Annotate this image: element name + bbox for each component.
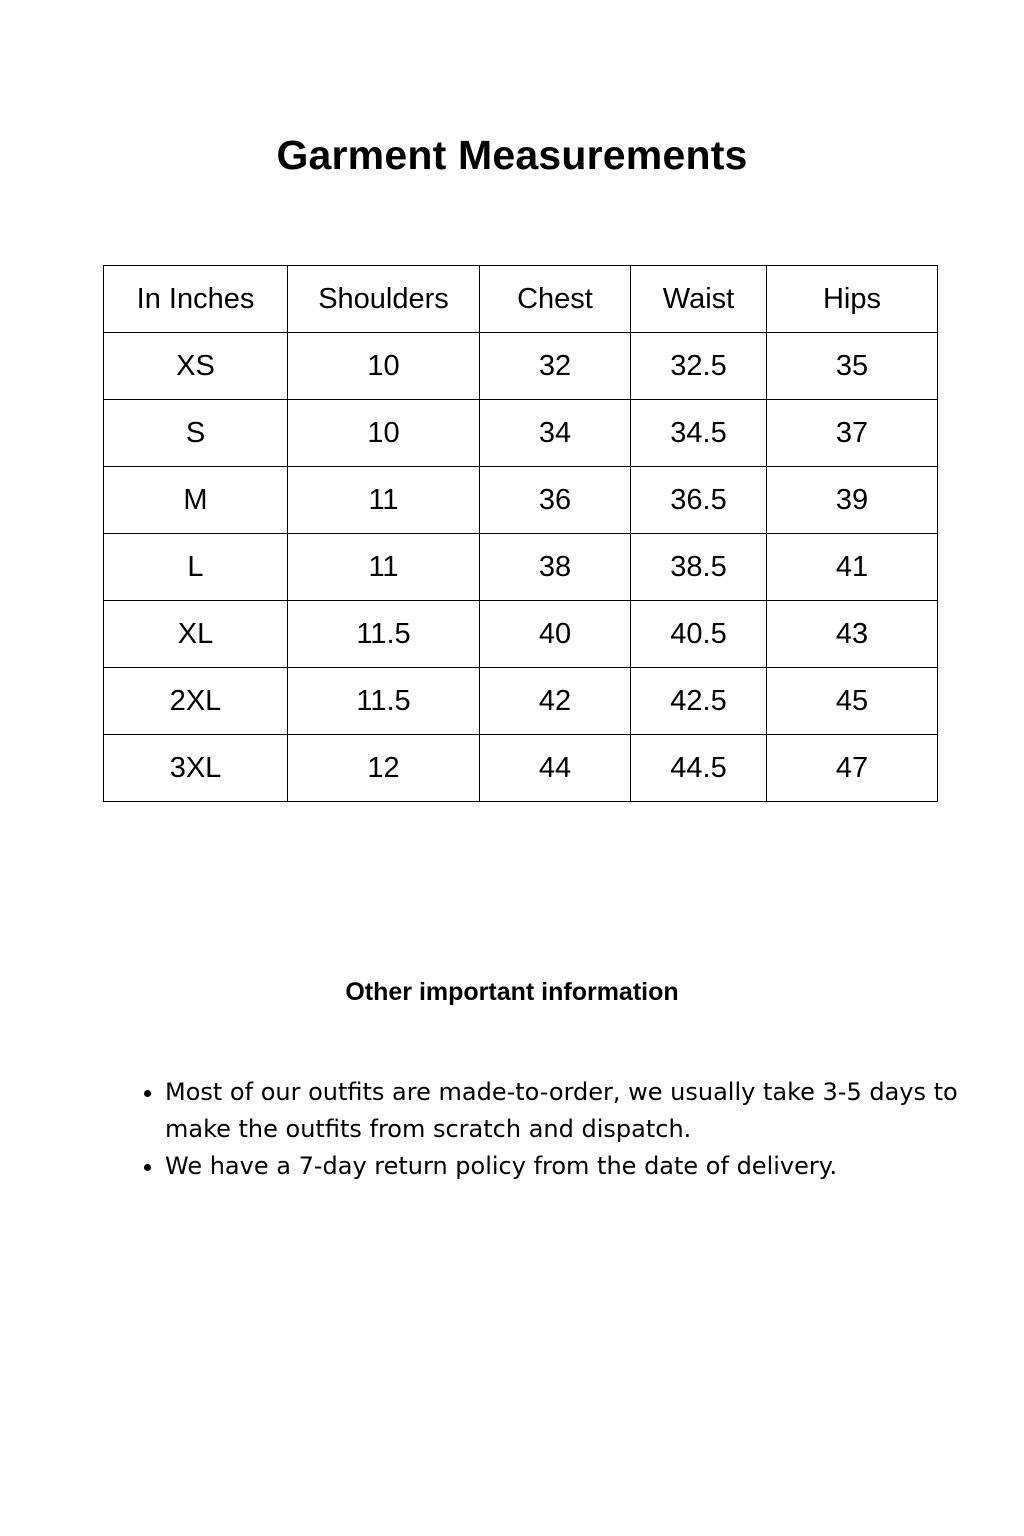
hips-cell: 39 — [767, 467, 938, 534]
size-cell: M — [104, 467, 288, 534]
table-row — [104, 601, 938, 668]
size-cell: 3XL — [104, 735, 288, 802]
chest-cell: 40 — [480, 601, 631, 668]
waist-cell: 34.5 — [631, 400, 767, 467]
column-header-waist: Waist — [631, 266, 767, 333]
hips-cell: 45 — [767, 668, 938, 735]
waist-cell: 38.5 — [631, 534, 767, 601]
size-cell: S — [104, 400, 288, 467]
chest-cell: 38 — [480, 534, 631, 601]
list-item: • Most of our outfits are made-to-order, we usually take 3-5 days to make the outfits from scratch and dispatch. — [165, 1074, 965, 1148]
waist-cell: 36.5 — [631, 467, 767, 534]
shoulders-cell: 11 — [288, 534, 480, 601]
table-row — [104, 400, 938, 467]
hips-cell: 43 — [767, 601, 938, 668]
table-row — [104, 668, 938, 735]
size-cell: L — [104, 534, 288, 601]
hips-cell: 37 — [767, 400, 938, 467]
shoulders-cell: 10 — [288, 333, 480, 400]
info-heading: Other important information — [345, 978, 679, 1006]
chest-cell: 36 — [480, 467, 631, 534]
hips-cell: 41 — [767, 534, 938, 601]
column-header-shoulders: Shoulders — [288, 266, 480, 333]
shoulders-cell: 11.5 — [288, 668, 480, 735]
waist-cell: 44.5 — [631, 735, 767, 802]
column-header-hips: Hips — [767, 266, 938, 333]
waist-cell: 42.5 — [631, 668, 767, 735]
measurement-table — [103, 265, 938, 802]
hips-cell: 35 — [767, 333, 938, 400]
table-header-row — [104, 266, 938, 333]
size-cell: 2XL — [104, 668, 288, 735]
hips-cell: 47 — [767, 735, 938, 802]
info-list — [130, 1074, 965, 1185]
chest-cell: 32 — [480, 333, 631, 400]
waist-cell: 40.5 — [631, 601, 767, 668]
page-title: Garment Measurements — [276, 132, 748, 178]
column-header-unit: In Inches — [104, 266, 288, 333]
size-cell: XS — [104, 333, 288, 400]
table-row — [104, 333, 938, 400]
shoulders-cell: 10 — [288, 400, 480, 467]
chest-cell: 42 — [480, 668, 631, 735]
size-cell: XL — [104, 601, 288, 668]
list-item: • We have a 7-day return policy from the date of delivery. — [165, 1148, 965, 1185]
table-row — [104, 467, 938, 534]
column-header-chest: Chest — [480, 266, 631, 333]
shoulders-cell: 12 — [288, 735, 480, 802]
shoulders-cell: 11.5 — [288, 601, 480, 668]
shoulders-cell: 11 — [288, 467, 480, 534]
waist-cell: 32.5 — [631, 333, 767, 400]
table-row — [104, 534, 938, 601]
chest-cell: 34 — [480, 400, 631, 467]
table-row — [104, 735, 938, 802]
chest-cell: 44 — [480, 735, 631, 802]
